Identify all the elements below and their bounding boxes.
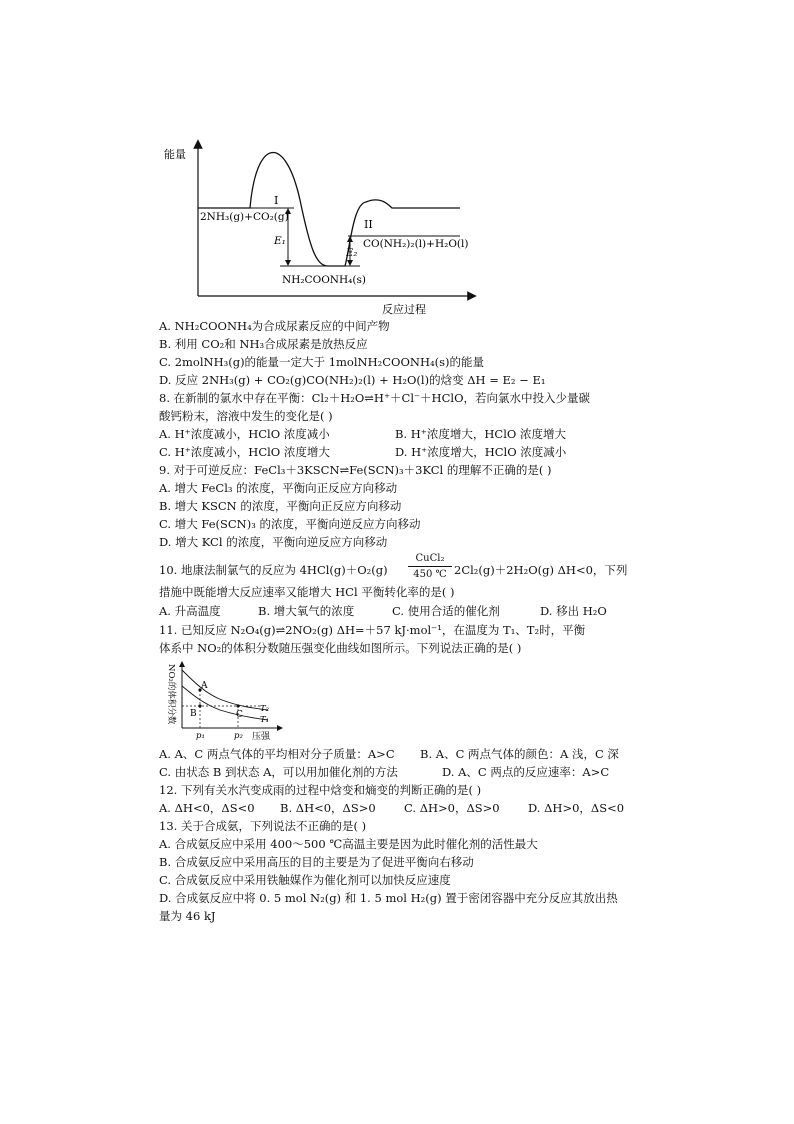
- q13-option-b: B. 合成氨反应中采用高压的目的主要是为了促进平衡向右移动: [159, 855, 474, 869]
- q11-option-d: D. A、C 两点的反应速率：A>C: [442, 765, 610, 779]
- q8-stem-line2: 酸钙粉末，溶液中发生的变化是( ): [159, 409, 333, 423]
- q10-stem-left: 10. 地康法制氯气的反应为 4HCl(g)＋O₂(g): [159, 563, 388, 577]
- q12-stem: 12. 下列有关水汽变成雨的过程中焓变和熵变的判断正确的是( ): [159, 783, 482, 797]
- p2-label: p₂: [234, 731, 243, 741]
- q8-option-b: B. H⁺浓度增大，HClO 浓度增大: [395, 427, 566, 441]
- point-b-label: B: [190, 709, 197, 719]
- pressure-graph: [160, 660, 300, 742]
- point-a-label: A: [201, 681, 208, 691]
- q8-stem-line1: 8. 在新制的氯水中存在平衡：Cl₂＋H₂O⇌H⁺＋Cl⁻＋HClO，若向氯水中投入少量碳: [159, 391, 590, 405]
- q9-option-d: D. 增大 KCl 的浓度，平衡向逆反应方向移动: [159, 535, 388, 549]
- peak-1-label: I: [274, 194, 279, 207]
- q8-option-a: A. H⁺浓度减小，HClO 浓度减小: [159, 427, 330, 441]
- t1-label: T₁: [260, 715, 270, 725]
- q10-temperature: 450 ℃: [413, 569, 447, 580]
- q7-option-a: A. NH₂COONH₄为合成尿素反应的中间产物: [159, 319, 390, 333]
- q8-option-d: D. H⁺浓度增大，HClO 浓度减小: [395, 445, 567, 459]
- graph-x-label: 压强: [252, 732, 271, 742]
- intermediate-label: NH₂COONH₄(s): [282, 274, 366, 286]
- q7-option-d: D. 反应 2NH₃(g) + CO₂(g)CO(NH₂)₂(l) + H₂O(l)的焓变 ΔH = E₂ − E₁: [159, 373, 546, 387]
- q7-option-c: C. 2molNH₃(g)的能量一定大于 1molNH₂COONH₄(s)的能量: [159, 355, 484, 369]
- q9-option-b: B. 增大 KSCN 的浓度，平衡向正反应方向移动: [159, 499, 402, 513]
- q7-option-b: B. 利用 CO₂和 NH₃合成尿素是放热反应: [159, 337, 368, 351]
- q10-catalyst: CuCl₂: [415, 553, 445, 564]
- q10-option-a: A. 升高温度: [159, 604, 221, 618]
- q13-option-d-line1: D. 合成氨反应中将 0. 5 mol N₂(g) 和 1. 5 mol H₂(g) 置于密闭容器中充分反应其放出热: [159, 891, 618, 905]
- q11-option-c: C. 由状态 B 到状态 A，可以用加催化剂的方法: [159, 765, 398, 779]
- q11-stem-line2: 体系中 NO₂的体积分数随压强变化曲线如图所示。下列说法正确的是( ): [159, 641, 522, 655]
- q9-option-c: C. 增大 Fe(SCN)₃ 的浓度，平衡向逆反应方向移动: [159, 517, 421, 531]
- q10-option-d: D. 移出 H₂O: [540, 604, 607, 618]
- reactant-label: 2NH₃(g)+CO₂(g): [200, 211, 289, 223]
- q12-option-d: D. ΔH>0，ΔS<0: [528, 801, 625, 815]
- q10-option-b: B. 增大氧气的浓度: [258, 604, 355, 618]
- peak-2-label: II: [364, 218, 373, 231]
- energy-diagram: [160, 138, 480, 320]
- product-label: CO(NH₂)₂(l)+H₂O(l): [363, 238, 469, 250]
- q12-option-a: A. ΔH<0，ΔS<0: [159, 801, 255, 815]
- q10-stem-right: 2Cl₂(g)＋2H₂O(g) ΔH<0，下列: [454, 563, 628, 577]
- graph-y-label: NO₂的体积分数: [166, 664, 176, 725]
- point-c-label: C: [236, 710, 243, 720]
- q13-stem: 13. 关于合成氨，下列说法不正确的是( ): [159, 819, 367, 833]
- e1-label: E₁: [274, 235, 286, 247]
- q9-stem: 9. 对于可逆反应：FeCl₃＋3KSCN⇌Fe(SCN)₃＋3KCl 的理解不正确的是( ): [159, 463, 552, 477]
- q12-option-c: C. ΔH>0，ΔS>0: [404, 801, 500, 815]
- q12-option-b: B. ΔH<0，ΔS>0: [280, 801, 376, 815]
- q13-option-c: C. 合成氨反应中采用铁触媒作为催化剂可以加快反应速度: [159, 873, 451, 887]
- e2-label: E₂: [346, 248, 358, 259]
- q13-option-d-line2: 量为 46 kJ: [159, 909, 216, 923]
- y-axis-label: 能量: [164, 148, 186, 161]
- t2-label: T₂: [260, 704, 270, 714]
- q8-option-c: C. H⁺浓度减小，HClO 浓度增大: [159, 445, 330, 459]
- q10-option-c: C. 使用合适的催化剂: [392, 604, 500, 618]
- q11-option-b: B. A、C 两点气体的颜色：A 浅，C 深: [420, 747, 619, 761]
- curve-t2: [182, 670, 268, 710]
- q10-condition: [408, 552, 452, 581]
- q13-option-a: A. 合成氨反应中采用 400～500 ℃高温主要是因为此时催化剂的活性最大: [159, 837, 538, 851]
- p1-label: p₁: [196, 731, 205, 741]
- x-axis-label: 反应过程: [382, 303, 426, 316]
- q11-stem-line1: 11. 已知反应 N₂O₄(g)⇌2NO₂(g) ΔH=＋57 kJ·mol⁻¹，在温度为 T₁、T₂时，平衡: [159, 623, 586, 637]
- q9-option-a: A. 增大 FeCl₃ 的浓度，平衡向正反应方向移动: [159, 481, 398, 495]
- q10-stem-line2: 措施中既能增大反应速率又能增大 HCl 平衡转化率的是( ): [159, 585, 455, 599]
- q11-option-a: A. A、C 两点气体的平均相对分子质量：A>C: [159, 747, 395, 761]
